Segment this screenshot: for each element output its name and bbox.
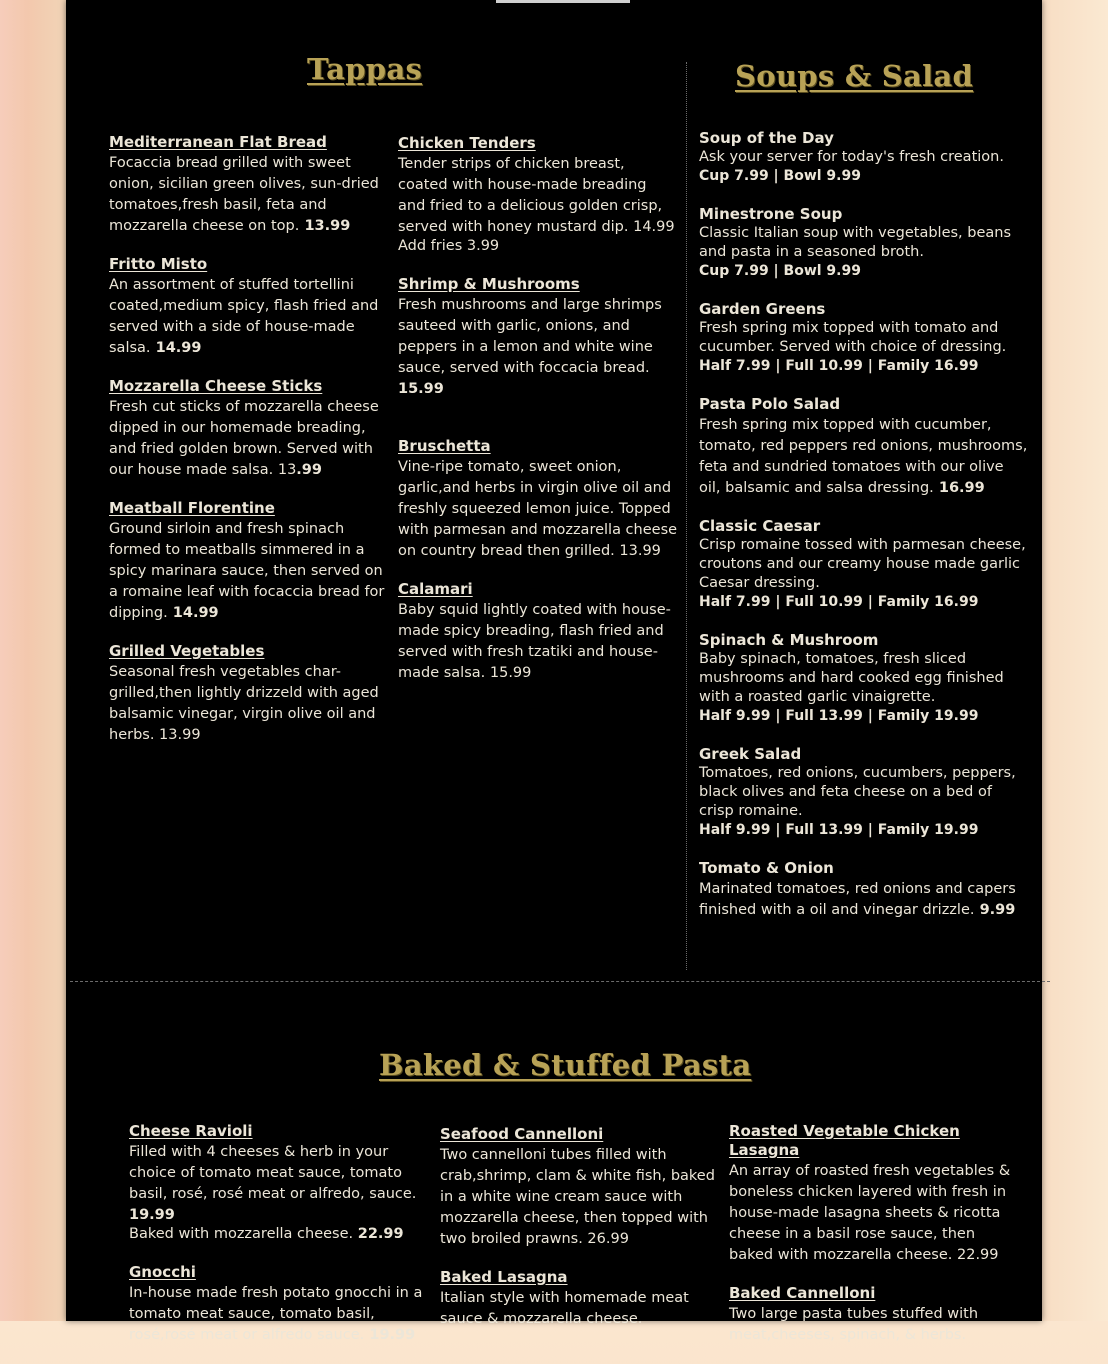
section-divider: [70, 981, 1050, 982]
item-sizes: Half 7.99 | Full 10.99 | Family 16.99: [699, 594, 979, 610]
menu-item: [699, 631, 1029, 726]
item-price: 19.99: [129, 1207, 175, 1223]
item-desc: Baby spinach, tomatoes, fresh sliced mushrooms and hard cooked egg finished with a roasted garlic vinaigrette.: [699, 651, 1004, 705]
item-name: Classic Caesar: [699, 517, 821, 535]
item-sizes: Half 9.99 | Full 13.99 | Family 19.99: [699, 708, 979, 724]
item-name: Cheese Ravioli: [129, 1122, 253, 1140]
item-name: Grilled Vegetables: [109, 642, 265, 660]
item-name: Baked Cannelloni: [729, 1284, 876, 1302]
item-name: Mozzarella Cheese Sticks: [109, 377, 323, 395]
menu-item: [109, 133, 392, 236]
item-sizes: Half 7.99 | Full 10.99 | Family 16.99: [699, 358, 979, 374]
item-name: Calamari: [398, 580, 473, 598]
item-desc: Italian style with homemade meat sauce & mozzarella cheese.: [440, 1290, 689, 1327]
menu-item: [129, 1263, 433, 1345]
backdrop-right: [1038, 0, 1108, 1321]
item-desc: Ask your server for today's fresh creation.: [699, 149, 1004, 165]
menu-item: [109, 255, 392, 358]
top-tab: [496, 0, 630, 3]
item-name: Chicken Tenders: [398, 134, 536, 152]
item-price: 9.99: [979, 902, 1016, 918]
item-desc: Ground sirloin and fresh spinach formed to meatballs simmered in a spicy marinara sauce, then served on a romaine leaf with focaccia bread for dipping.: [109, 521, 385, 621]
item-desc: Marinated tomatoes, red onions and capers finished with a oil and vinegar drizzle.: [699, 881, 1016, 918]
item-name: Garden Greens: [699, 300, 826, 318]
item-desc: Fresh spring mix topped with tomato and cucumber. Served with choice of dressing.: [699, 320, 1007, 355]
item-desc: Two cannelloni tubes filled with crab,shrimp, clam & white fish, baked in a white wine cream sauce with mozzarella cheese, then topped with two broiled prawns. 26.99: [440, 1147, 715, 1247]
tappas-title: Tappas: [307, 52, 423, 86]
soups-column: [699, 129, 1029, 939]
item-name: Roasted Vegetable Chicken Lasagna: [729, 1122, 960, 1159]
item-desc: Vine-ripe tomato, sweet onion, garlic,and herbs in virgin olive oil and freshly squeezed lemon juice. Topped with parmesan and mozzarella cheese on country bread then grilled. 13.99: [398, 459, 678, 559]
menu-item: [699, 395, 1029, 498]
item-name: Bruschetta: [398, 437, 491, 455]
item-desc: Crisp romaine tossed with parmesan cheese, croutons and our creamy house made garlic Caesar dressing.: [699, 537, 1026, 591]
tappas-right-column: [398, 134, 678, 702]
item-name: Seafood Cannelloni: [440, 1125, 604, 1143]
pasta-column-2: [440, 1125, 720, 1348]
soups-title: Soups & Salad: [735, 59, 974, 93]
item-desc: Baby squid lightly coated with house-made spicy breading, flash fried and served with fresh tzatiki and house-made salsa. 15.99: [398, 602, 671, 681]
item-extra: Add fries 3.99: [398, 238, 500, 254]
item-name: Mediterranean Flat Bread: [109, 133, 327, 151]
menu-item: [440, 1268, 720, 1329]
tappas-left-column: [109, 133, 392, 764]
pasta-column-1: [129, 1122, 433, 1364]
item-name: Shrimp & Mushrooms: [398, 275, 580, 293]
item-desc: Fresh mushrooms and large shrimps sauteed with garlic, onions, and peppers in a lemon and white wine sauce, served with foccacia bread.: [398, 297, 662, 376]
item-desc: Tomatoes, red onions, cucumbers, peppers, black olives and feta cheese on a bed of crisp romaine.: [699, 765, 1016, 819]
item-desc: Baked with mozzarella cheese.: [129, 1226, 354, 1242]
item-desc: Fresh spring mix topped with cucumber, tomato, red peppers red onions, mushrooms, feta and sundried tomatoes with our olive oil, balsamic and salsa dressing.: [699, 417, 1028, 496]
menu-item: [729, 1284, 1021, 1345]
item-price: 14.99: [172, 605, 219, 621]
menu-item: [398, 580, 678, 683]
item-note: [129, 1225, 433, 1244]
item-price: 16.99: [938, 480, 985, 496]
backdrop-left: [0, 0, 70, 1321]
item-desc: Classic Italian soup with vegetables, beans and pasta in a seasoned broth.: [699, 225, 1012, 260]
pasta-column-3: [729, 1122, 1021, 1364]
item-name: Greek Salad: [699, 745, 802, 763]
menu-page: [66, 0, 1042, 1343]
menu-item: [440, 1125, 720, 1249]
item-desc: Tender strips of chicken breast, coated with house-made breading and fried to a delicious golden crisp, served with honey mustard dip. 14.99: [398, 156, 675, 235]
menu-item: [699, 517, 1029, 612]
item-desc: In-house made fresh potato gnocchi in a tomato meat sauce, tomato basil, rosé,rosé meat or alfredo sauce.: [129, 1285, 423, 1343]
item-price: 22.99: [357, 1226, 404, 1242]
item-desc: Filled with 4 cheeses & herb in your choice of tomato meat sauce, tomato basil, rosé, rosé meat or alfredo, sauce.: [129, 1144, 417, 1202]
menu-item: [699, 129, 1029, 186]
item-name: Gnocchi: [129, 1263, 196, 1281]
menu-item: [109, 377, 392, 480]
item-name: Pasta Polo Salad: [699, 395, 841, 413]
menu-item: [729, 1122, 1021, 1265]
item-sizes: Half 9.99 | Full 13.99 | Family 19.99: [699, 822, 979, 838]
menu-item: [109, 499, 392, 623]
menu-item: [699, 745, 1029, 840]
item-name: Baked Lasagna: [440, 1268, 568, 1286]
item-name: Spinach & Mushroom: [699, 631, 879, 649]
item-sizes: Cup 7.99 | Bowl 9.99: [699, 263, 861, 279]
pasta-title: Baked & Stuffed Pasta: [379, 1048, 752, 1082]
item-desc: Fresh cut sticks of mozzarella cheese dipped in our homemade breading, and fried golden brown. Served with our house made salsa. 13: [109, 399, 379, 478]
item-name: Fritto Misto: [109, 255, 208, 273]
item-name: Meatball Florentine: [109, 499, 275, 517]
menu-item: [398, 437, 678, 561]
menu-item: [109, 642, 392, 745]
item-price: .99: [296, 462, 322, 478]
item-desc: Two large pasta tubes stuffed with meat,cheeses, spinach, & herbs.: [729, 1306, 979, 1343]
column-divider: [686, 62, 687, 970]
menu-item: [699, 205, 1029, 281]
item-desc: Focaccia bread grilled with sweet onion, sicilian green olives, sun-dried tomatoes,fresh basil, feta and mozzarella cheese on top.: [109, 155, 379, 234]
item-name: Minestrone Soup: [699, 205, 843, 223]
item-sizes: Cup 7.99 | Bowl 9.99: [699, 168, 861, 184]
item-desc: Seasonal fresh vegetables char-grilled,then lightly drizzeld with aged balsamic vinegar, virgin olive oil and herbs. 13.99: [109, 664, 379, 743]
menu-item: [129, 1122, 433, 1244]
item-price: 14.99: [155, 340, 202, 356]
item-price: 19.99: [369, 1327, 416, 1343]
item-price: 13.99: [304, 218, 351, 234]
item-desc: An array of roasted fresh vegetables & boneless chicken layered with fresh in house-made lasagna sheets & ricotta cheese in a basil rose sauce, then baked with mozzarella cheese. 22.99: [729, 1163, 1011, 1263]
menu-item: [398, 275, 678, 399]
menu-item: [398, 134, 678, 256]
menu-item: [699, 300, 1029, 376]
item-name: Soup of the Day: [699, 129, 834, 147]
item-price: 15.99: [398, 381, 444, 397]
item-name: Tomato & Onion: [699, 859, 834, 877]
menu-item: [699, 859, 1029, 920]
item-desc: An assortment of stuffed tortellini coated,medium spicy, flash fried and served with a side of house-made salsa.: [109, 277, 379, 356]
